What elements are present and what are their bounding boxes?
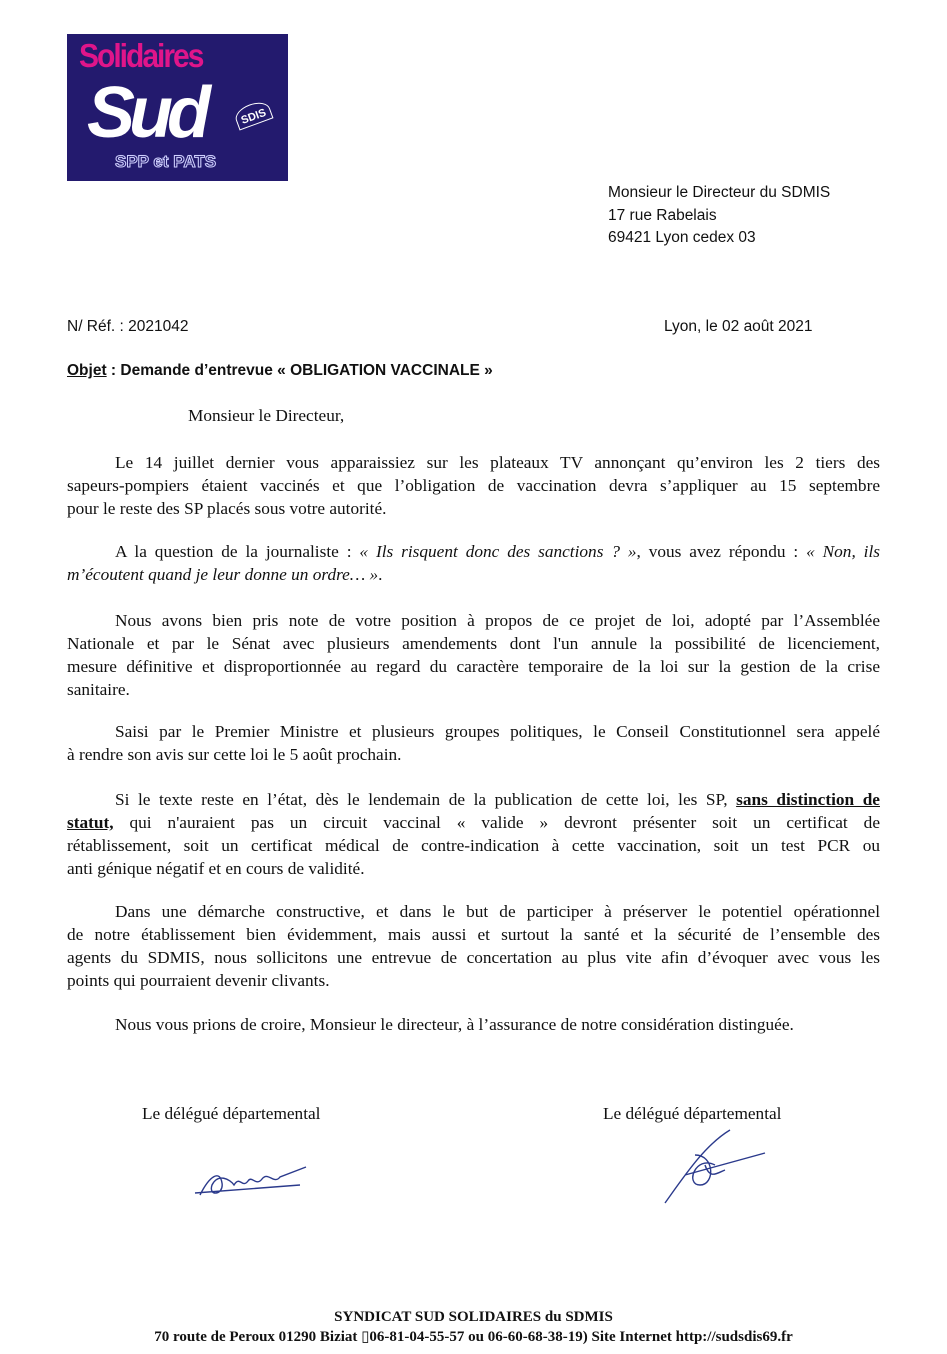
logo-badge: SDIS (232, 99, 273, 131)
footer-org: SYNDICAT SUD SOLIDAIRES du SDMIS (334, 1309, 613, 1325)
text-line: Le 14 juillet dernier vous apparaissiez sur les plateaux TV annonçant qu’environ les 2 tiers des (115, 453, 880, 472)
text-line: Nous avons bien pris note de votre position à propos de ce projet de loi, adopté par l’Assemblée (115, 611, 880, 630)
text-line: Nous vous prions de croire, Monsieur le directeur, à l’assurance de notre considération distinguée. (115, 1015, 794, 1034)
signature-left (190, 1155, 310, 1205)
reference: N/ Réf. : 2021042 (67, 318, 189, 335)
subject (67, 362, 493, 380)
text-line: de notre établissement bien évidemment, mais aussi et surtout la santé et la sécurité de l’ensemble des (67, 925, 880, 944)
text-line: agents du SDMIS, nous sollicitons une entrevue de concertation au plus vite afin d’évoquer avec vous les (67, 948, 880, 967)
recipient-address (608, 182, 830, 250)
text-line (67, 811, 880, 834)
signatory-left: Le délégué départemental (142, 1104, 321, 1123)
paragraph-quote (67, 540, 880, 586)
text-line: Saisi par le Premier Ministre et plusieurs groupes politiques, le Conseil Constitutionnel sera appelé (115, 722, 880, 741)
paragraph-3 (67, 720, 880, 766)
text-line: anti génique négatif et en cours de validité. (67, 859, 365, 878)
text-line: Nationale et par le Sénat avec plusieurs amendements dont l'un annule la possibilité de licenciement, (67, 634, 880, 653)
logo (67, 34, 288, 181)
text-line: à rendre son avis sur cette loi le 5 août prochain. (67, 745, 402, 764)
text: A la question de la journaliste : (115, 542, 360, 561)
paragraph-1 (67, 451, 880, 520)
text-line: Dans une démarche constructive, et dans le but de participer à préserver le potentiel opérationnel (115, 902, 880, 921)
text: Si le texte reste en l’état, dès le lendemain de la publication de cette loi, les SP, (115, 790, 737, 809)
date: Lyon, le 02 août 2021 (664, 318, 813, 335)
emphasis: sans distinction de (736, 790, 880, 809)
logo-main: Sud (87, 73, 205, 153)
recipient-line: 17 rue Rabelais (608, 206, 717, 224)
text-line: points qui pourraient devenir clivants. (67, 971, 330, 990)
logo-top: Solidaires (79, 38, 203, 75)
footer-contact: 70 route de Peroux 01290 Biziat ▯06-81-04-55-57 ou 06-60-68-38-19) Site Internet http://sudsdis69.fr (154, 1329, 793, 1345)
paragraph-status (67, 788, 880, 880)
emphasis: statut, (67, 813, 114, 832)
footer (0, 1307, 947, 1347)
text-line (67, 540, 880, 563)
text-line: sanitaire. (67, 680, 130, 699)
quote: « Non, ils (806, 542, 880, 561)
text-line: mesure définitive et disproportionnée au regard du caractère temporaire de la loi sur la gestion de la crise (67, 657, 880, 676)
text-line: sapeurs-pompiers étaient vaccinés et que l’obligation de vaccination devra s’appliquer au 15 septembre (67, 476, 880, 495)
quote: « Ils risquent donc des sanctions ? » (359, 542, 637, 561)
closing (67, 1013, 880, 1036)
text-line (67, 788, 880, 811)
text-line: rétablissement, soit un certificat médical de contre-indication à cette vaccination, soit un test PCR ou (67, 836, 880, 855)
subject-text: : Demande d’entrevue « OBLIGATION VACCINALE » (106, 362, 493, 379)
text-line (67, 563, 880, 586)
recipient-line: Monsieur le Directeur du SDMIS (608, 184, 831, 201)
signatory-right: Le délégué départemental (603, 1104, 782, 1123)
quote: m’écoutent quand je leur donne un ordre… » (67, 565, 379, 584)
text-line: pour le reste des SP placés sous votre autorité. (67, 499, 387, 518)
text: . (378, 565, 383, 584)
logo-bottom: SPP et PATS (115, 152, 217, 171)
salutation: Monsieur le Directeur, (188, 406, 345, 425)
text: , vous avez répondu : (636, 542, 807, 561)
paragraph-4 (67, 900, 880, 992)
text: qui n'auraient pas un circuit vaccinal « valide » devront présenter soit un certificat de (113, 813, 880, 832)
signature-right (655, 1125, 770, 1210)
paragraph-2 (67, 609, 880, 701)
recipient-line: 69421 Lyon cedex 03 (608, 229, 756, 246)
subject-label: Objet (67, 362, 107, 379)
